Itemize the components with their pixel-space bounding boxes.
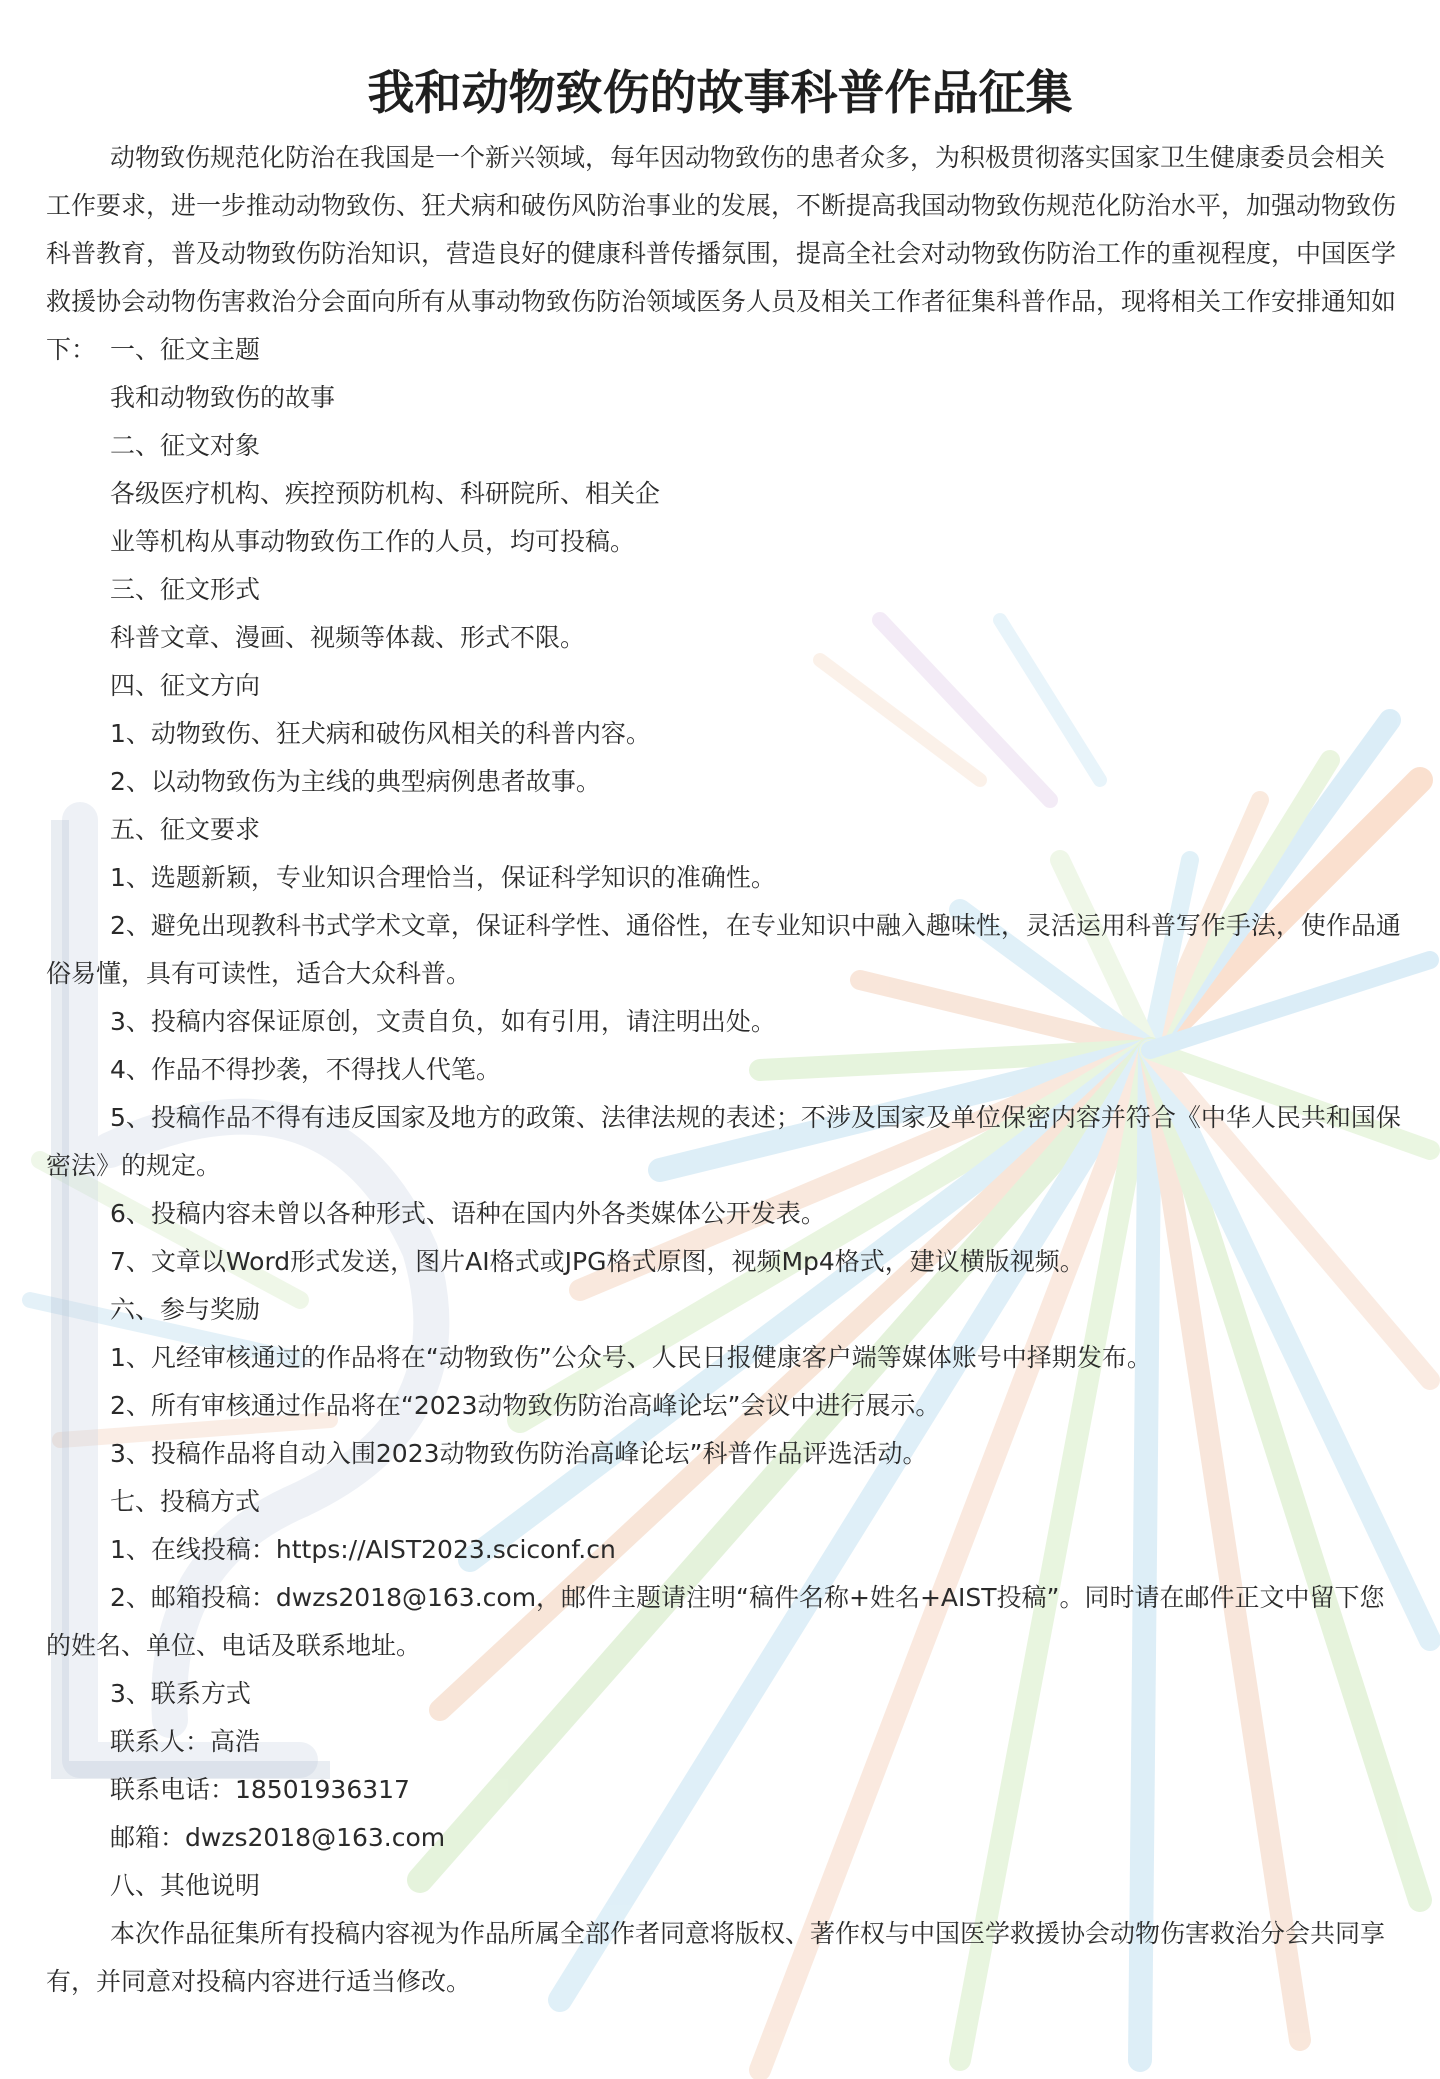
section-heading-submission: 七、投稿方式 [110, 1487, 261, 1516]
requirement-item-6: 6、投稿内容未曾以各种形式、语种在国内外各类媒体公开发表。 [110, 1199, 826, 1228]
submission-online: 1、在线投稿：https://AIST2023.sciconf.cn [110, 1535, 616, 1564]
notes-text: 本次作品征集所有投稿内容视为作品所属全部作者同意将版权、著作权与中国医学救援协会动物伤害救治分会共同享有，并同意对投稿内容进行适当修改。 [46, 1919, 1386, 1996]
section-heading-notes: 八、其他说明 [110, 1871, 261, 1900]
contact-phone: 联系电话：18501936317 [110, 1775, 410, 1804]
audience-text-2: 业等机构从事动物致伤工作的人员，均可投稿。 [110, 527, 636, 556]
requirement-item-5: 5、投稿作品不得有违反国家及地方的政策、法律法规的表述；不涉及国家及单位保密内容并符合《中华人民共和国保密法》的规定。 [46, 1103, 1401, 1180]
requirement-item-4: 4、作品不得抄袭，不得找人代笔。 [110, 1055, 501, 1084]
submission-email: 2、邮箱投稿：dwzs2018@163.com，邮件主题请注明“稿件名称+姓名+AIST投稿”。同时请在邮件正文中留下您的姓名、单位、电话及联系地址。 [46, 1583, 1385, 1660]
section-heading-rewards: 六、参与奖励 [110, 1295, 261, 1324]
reward-item-2: 2、所有审核通过作品将在“2023动物致伤防治高峰论坛”会议中进行展示。 [110, 1391, 941, 1420]
audience-text-1: 各级医疗机构、疾控预防机构、科研院所、相关企 [110, 479, 661, 508]
section-heading-theme: 一、征文主题 [110, 335, 261, 364]
contact-heading: 3、联系方式 [110, 1679, 251, 1708]
page-title: 我和动物致伤的故事科普作品征集 [367, 66, 1073, 121]
contact-person: 联系人：高浩 [110, 1727, 261, 1756]
section-heading-direction: 四、征文方向 [110, 671, 261, 700]
contact-email: 邮箱：dwzs2018@163.com [110, 1823, 446, 1852]
requirement-item-3: 3、投稿内容保证原创，文责自负，如有引用，请注明出处。 [110, 1007, 776, 1036]
reward-item-1: 1、凡经审核通过的作品将在“动物致伤”公众号、人民日报健康客户端等媒体账号中择期发布。 [110, 1343, 1152, 1372]
direction-item-2: 2、以动物致伤为主线的典型病例患者故事。 [110, 767, 601, 796]
requirement-item-1: 1、选题新颖，专业知识合理恰当，保证科学知识的准确性。 [110, 863, 776, 892]
form-text: 科普文章、漫画、视频等体裁、形式不限。 [110, 623, 586, 652]
section-heading-form: 三、征文形式 [110, 575, 261, 604]
direction-item-1: 1、动物致伤、狂犬病和破伤风相关的科普内容。 [110, 719, 651, 748]
reward-item-3: 3、投稿作品将自动入围2023动物致伤防治高峰论坛”科普作品评选活动。 [110, 1439, 928, 1468]
requirement-item-7: 7、文章以Word形式发送，图片AI格式或JPG格式原图，视频Mp4格式，建议横版视频。 [110, 1247, 1085, 1276]
theme-text: 我和动物致伤的故事 [110, 383, 336, 412]
section-heading-audience: 二、征文对象 [110, 431, 261, 460]
section-heading-requirements: 五、征文要求 [110, 815, 261, 844]
intro-paragraph: 动物致伤规范化防治在我国是一个新兴领域，每年因动物致伤的患者众多，为积极贯彻落实国家卫生健康委员会相关工作要求，进一步推动动物致伤、狂犬病和破伤风防治事业的发展，不断提高我国动物致伤规范化防治水平，加强动物致伤科普教育，普及动物致伤防治知识，营造良好的健康科普传播氛围，提高全社会对动物致伤防治工作的重视程度，中国医学救援协会动物伤害救治分会面向所有从事动物致伤防治领域医务人员及相关工作者征集科普作品，现将相关工作安排通知如下： [46, 143, 1397, 364]
requirement-item-2: 2、避免出现教科书式学术文章，保证科学性、通俗性，在专业知识中融入趣味性，灵活运用科普写作手法，使作品通俗易懂，具有可读性，适合大众科普。 [46, 911, 1401, 988]
